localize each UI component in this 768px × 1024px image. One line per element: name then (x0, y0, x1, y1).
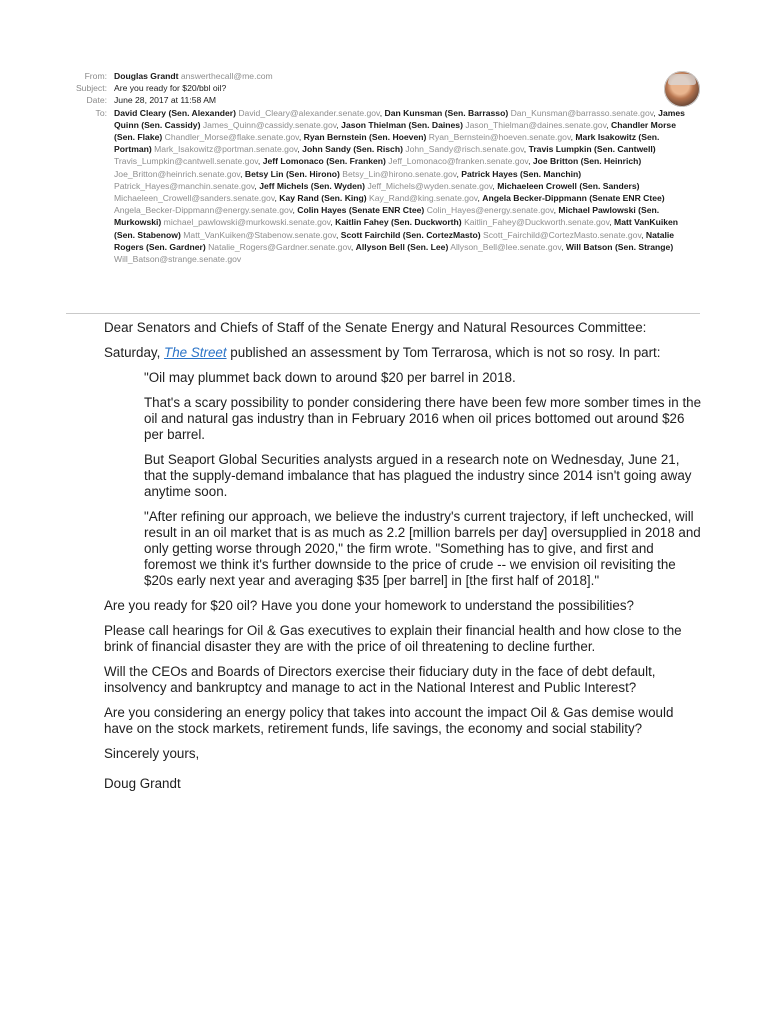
recipient-email: Allyson_Bell@lee.senate.gov (450, 241, 562, 252)
recipient-name: John Sandy (Sen. Risch) (302, 144, 403, 155)
recipient-email: Betsy_Lin@hirono.senate.gov (342, 168, 457, 179)
recipient-name: Michaeleen Crowell (Sen. Sanders) (497, 180, 640, 191)
recipient-email: Will_Batson@strange.senate.gov (114, 254, 242, 265)
quote-paragraph: That's a scary possibility to ponder considering there have been few more somber times in the oil and natural gas industry than in February 2016 when oil prices bottomed out around $26 per barrel. (144, 395, 702, 442)
recipient-name: Allyson Bell (Sen. Lee) (355, 241, 449, 252)
recipient[interactable] (335, 217, 609, 227)
recipient-email: Travis_Lumpkin@cantwell.senate.gov (114, 156, 258, 167)
signature: Doug Grandt (104, 776, 181, 791)
recipient[interactable] (302, 144, 524, 154)
recipient-email: Patrick_Hayes@manchin.senate.gov (114, 180, 255, 191)
sender-avatar (664, 71, 700, 107)
recipient-name: Ryan Bernstein (Sen. Hoeven) (303, 132, 427, 143)
recipient-name: Betsy Lin (Sen. Hirono) (244, 168, 340, 179)
recipient-name: Patrick Hayes (Sen. Manchin) (461, 168, 582, 179)
from-row (0, 70, 768, 82)
recipient-name: Colin Hayes (Senate ENR Ctee) (297, 205, 425, 216)
recipient-email: James_Quinn@cassidy.senate.gov (202, 119, 337, 130)
recipient-email: Jeff_Michels@wyden.senate.gov (367, 180, 493, 191)
recipient-name: David Cleary (Sen. Alexander) (114, 107, 236, 118)
recipient-list: David Cleary (Sen. Alexander) David_Cleary@alexander.senate.gov, Dan Kunsman (Sen. Barrasso) Dan_Kunsman@barrasso.senate.gov, James Quinn (Sen. Cassidy) James_Quinn@cassidy.senate.gov, Jason Thielman (Sen. Daines) Jason_Thielman@daines.senate.gov, Chandler Morse (Sen. Flake) Chandler_Morse@flake.senate.gov, Ryan Bernstein (Sen. Hoeven) Ryan_Bernstein@hoeven.senate.gov, Mark Isakowitz (Sen. Portman) Mark_Isakowitz@portman.senate.gov, John Sandy (Sen. Risch) John_Sandy@risch.senate.gov, Travis Lumpkin (Sen. Cantwell) Travis_Lumpkin@cantwell.senate.gov, Jeff Lomonaco (Sen. Franken) Jeff_Lomonaco@franken.senate.gov, Joe Britton (Sen. Heinrich) Joe_Britton@heinrich.senate.gov, Betsy Lin (Sen. Hirono) Betsy_Lin@hirono.senate.gov, Patrick Hayes (Sen. Manchin) Patrick_Hayes@manchin.senate.gov, Jeff Michels (Sen. Wyden) Jeff_Michels@wyden.senate.gov, Michaeleen Crowell (Sen. Sanders) Michaeleen_Crowell@sanders.senate.gov, Kay Rand (Sen. King) Kay_Rand@king.senate.gov, Angela Becker-Dippmann (Senate ENR Ctee) Angela_Becker-Dippmann@energy.senate.gov, Colin Hayes (Senate ENR Ctee) Colin_Hayes@energy.senate.gov, Michael Pawlowski (Sen. Murkowski) michael_pawlowski@murkowski.senate.gov, Kaitlin Fahey (Sen. Duckworth) Kaitlin_Fahey@Duckworth.senate.gov, Matt VanKuiken (Sen. Stabenow) Matt_VanKuiken@Stabenow.senate.gov, Scott Fairchild (Sen. CortezMasto) Scott_Fairchild@CortezMasto.senate.gov, Natalie Rogers (Sen. Gardner) Natalie_Rogers@Gardner.senate.gov, Allyson Bell (Sen. Lee) Allyson_Bell@lee.senate.gov, Will Batson (Sen. Strange) Will_Batson@strange.senate.gov (114, 107, 685, 265)
body-paragraph: Are you considering an energy policy that takes into account the impact Oil & Gas demise would have on the stock markets, retirement funds, life savings, the economy and social stability? (104, 705, 674, 736)
subject-row (0, 82, 768, 94)
greeting: Dear Senators and Chiefs of Staff of the Senate Energy and Natural Resources Committee: (104, 320, 647, 335)
subject-text: Are you ready for $20/bbl oil? (114, 83, 227, 94)
recipient-name: Dan Kunsman (Sen. Barrasso) (384, 107, 509, 118)
recipient-email: Colin_Hayes@energy.senate.gov (426, 205, 554, 216)
recipient-name: Jason Thielman (Sen. Daines) (341, 119, 463, 130)
recipient-name: Jeff Lomonaco (Sen. Franken) (262, 156, 386, 167)
recipient-email: Dan_Kunsman@barrasso.senate.gov (510, 107, 654, 118)
quote-paragraph: But Seaport Global Securities analysts argued in a research note on Wednesday, June 21, that the supply-demand imbalance that has plagued the industry since 2014 isn't going away anytime soon. (144, 452, 692, 499)
recipient-name: Travis Lumpkin (Sen. Cantwell) (528, 144, 656, 155)
recipient-email: Joe_Britton@heinrich.senate.gov (114, 168, 241, 179)
intro-after: published an assessment by Tom Terrarosa, which is not so rosy. In part: (226, 345, 661, 360)
intro-before: Saturday, (104, 345, 165, 360)
recipient-email: Angela_Becker-Dippmann@energy.senate.gov (114, 205, 293, 216)
recipient[interactable] (341, 120, 606, 130)
recipient[interactable] (341, 230, 641, 240)
recipient-email: David_Cleary@alexander.senate.gov (238, 107, 380, 118)
to-label: To: (95, 107, 107, 118)
sender-email[interactable]: answerthecall@me.com (180, 71, 273, 81)
subject-label: Subject: (75, 83, 107, 94)
recipient-email: Matt_VanKuiken@Stabenow.senate.gov (183, 229, 336, 240)
body-paragraph: Will the CEOs and Boards of Directors exercise their fiduciary duty in the face of debt default, insolvency and bankruptcy and manage to act in the National Interest and Public Interest? (104, 664, 656, 695)
sender-name: Douglas Grandt (114, 71, 179, 81)
date-row (0, 94, 768, 106)
recipient-name: Kaitlin Fahey (Sen. Duckworth) (335, 217, 462, 228)
recipient-email: Chandler_Morse@flake.senate.gov (164, 132, 299, 143)
recipient-email: Kaitlin_Fahey@Duckworth.senate.gov (464, 217, 610, 228)
recipient-name: Chandler Morse (Sen. Flake) (114, 119, 676, 143)
body-paragraph: Are you ready for $20 oil? Have you done your homework to understand the possibilities? (104, 598, 634, 613)
recipient[interactable] (259, 181, 492, 191)
recipient[interactable] (304, 132, 571, 142)
recipient[interactable] (297, 205, 553, 215)
recipient-email: michael_pawlowski@murkowski.senate.gov (163, 217, 331, 228)
recipient[interactable] (279, 193, 477, 203)
recipient-name: Will Batson (Sen. Strange) (565, 241, 674, 252)
recipient-email: Ryan_Bernstein@hoeven.senate.gov (428, 132, 571, 143)
body-paragraph: Please call hearings for Oil & Gas executives to explain their financial health and how close to the brink of financial disaster they are with the price of oil threatening to decline further. (104, 623, 682, 654)
recipient-email: Jason_Thielman@daines.senate.gov (465, 119, 607, 130)
recipient-email: Jeff_Lomonaco@franken.senate.gov (388, 156, 529, 167)
recipient-name: Michael Pawlowski (Sen. Murkowski) (114, 205, 660, 228)
email-body (104, 320, 704, 801)
intro-paragraph (104, 345, 704, 361)
recipient-name: Natalie Rogers (Sen. Gardner) (114, 229, 675, 252)
closing: Sincerely yours, (104, 746, 200, 761)
recipient-email: Natalie_Rogers@Gardner.senate.gov (208, 241, 351, 252)
recipient-email: Mark_Isakowitz@portman.senate.gov (154, 144, 298, 155)
recipient[interactable] (356, 242, 561, 252)
date-label: Date: (86, 95, 107, 106)
from-label: From: (84, 71, 107, 81)
email-header (0, 70, 768, 265)
recipient[interactable] (114, 108, 380, 118)
recipient-name: James Quinn (Sen. Cassidy) (114, 107, 685, 130)
recipient-name: Kay Rand (Sen. King) (279, 193, 367, 204)
header-divider (66, 313, 700, 314)
recipient-email: Michaeleen_Crowell@sanders.senate.gov (114, 193, 275, 204)
date-text: June 28, 2017 at 11:58 AM (114, 95, 217, 106)
recipient[interactable] (263, 156, 528, 166)
recipient-name: Jeff Michels (Sen. Wyden) (259, 180, 366, 191)
recipient[interactable] (245, 169, 457, 179)
recipient-name: Angela Becker-Dippmann (Senate ENR Ctee) (482, 193, 665, 204)
recipient-name: Joe Britton (Sen. Heinrich) (532, 156, 642, 167)
recipient-email: Kay_Rand@king.senate.gov (369, 193, 478, 204)
recipient-name: Scott Fairchild (Sen. CortezMasto) (340, 229, 481, 240)
the-street-link[interactable]: The Street (164, 345, 227, 360)
avatar-hair (668, 74, 696, 85)
quote-paragraph: "After refining our approach, we believe the industry's current trajectory, if left unchecked, will result in an oil market that is as much as 2.2 [million barrels per day] oversupplied in 2018 and only getting worse through 2020," the firm wrote. "Something has to give, and first and foremost we think it's further downside to the price of crude -- we envision oil revisiting the $20s early next year and averaging $35 [per barrel] in [the first half of 2018]." (144, 509, 701, 588)
to-row (0, 107, 768, 266)
recipient-name: Mark Isakowitz (Sen. Portman) (114, 132, 660, 155)
quote-paragraph: "Oil may plummet back down to around $20 per barrel in 2018. (144, 370, 516, 385)
recipient-email: Scott_Fairchild@CortezMasto.senate.gov (483, 229, 642, 240)
recipient[interactable] (385, 108, 654, 118)
recipient-email: John_Sandy@risch.senate.gov (405, 144, 524, 155)
recipient-name: Matt VanKuiken (Sen. Stabenow) (114, 217, 679, 240)
